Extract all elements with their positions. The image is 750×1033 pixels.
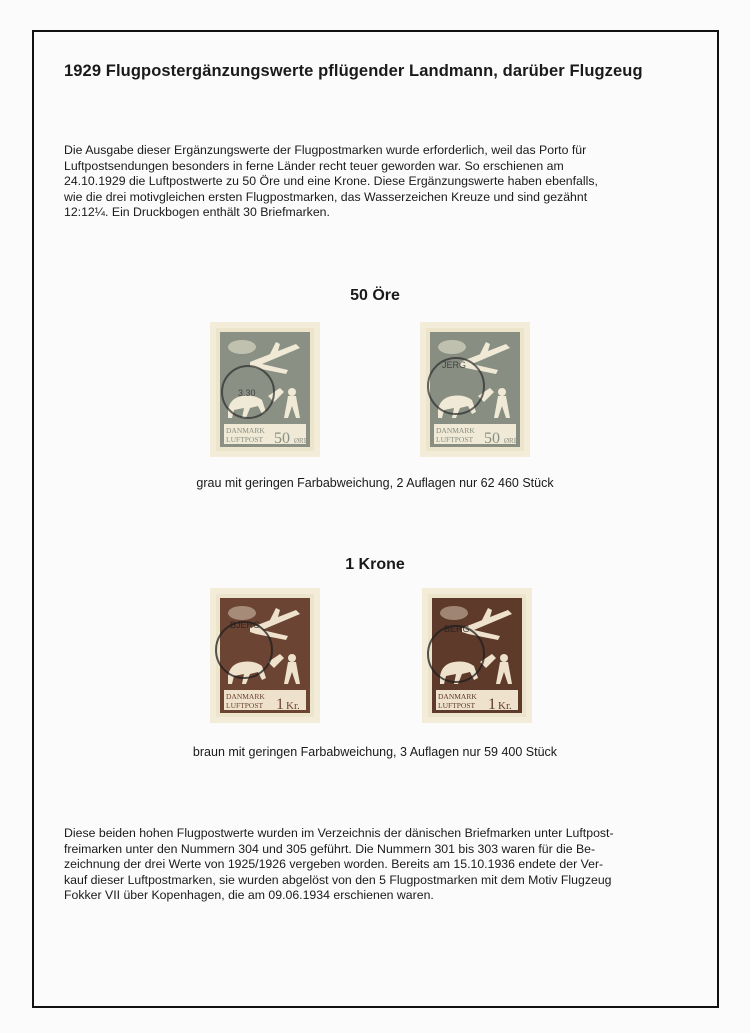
intro-line: 12:12¼. Ein Druckbogen enthält 30 Briefmarken. xyxy=(64,205,330,219)
stamp-value: 50 xyxy=(484,430,500,447)
stamp-country: DANMARK xyxy=(226,426,265,435)
stamp-image xyxy=(210,322,320,457)
stamp-service: LUFTPOST xyxy=(438,701,476,710)
outro-line: kauf dieser Luftpostmarken, sie wurden abgelöst von den 5 Flugpostmarken mit dem Motiv Flugzeug xyxy=(64,872,612,887)
intro-paragraph xyxy=(64,143,688,221)
section-heading-50-ore: 50 Öre xyxy=(350,287,400,304)
outro-line: freimarken unter den Nummern 304 und 305 geführt. Die Nummern 301 bis 303 waren für die Be- xyxy=(64,841,596,856)
stamp-value: 1 xyxy=(488,696,496,713)
stamp-country: DANMARK xyxy=(436,426,475,435)
intro-line: 24.10.1929 die Luftpostwerte zu 50 Öre und eine Krone. Diese Ergänzungswerte haben ebenfalls, xyxy=(64,174,598,188)
intro-line: Luftpostsendungen besonders in ferne Länder recht teuer geworden war. So erschienen am xyxy=(64,158,564,173)
caption-50-ore: grau mit geringen Farbabweichung, 2 Auflagen nur 62 460 Stück xyxy=(196,476,554,490)
outro-line: zeichnung der drei Werte von 1925/1926 vergeben worden. Bereits am 15.10.1936 endete der Ver- xyxy=(64,857,604,871)
stamp-value: 50 xyxy=(274,430,290,447)
page-title: 1929 Flugpostergänzungswerte pflügender Landmann, darüber Flugzeug xyxy=(64,62,643,80)
caption-1-krone: braun mit geringen Farbabweichung, 3 Auflagen nur 59 400 Stück xyxy=(192,745,558,759)
intro-line: wie die drei motivgleichen ersten Flugpostmarken, das Wasserzeichen Kreuze und sind gezähnt xyxy=(64,189,588,204)
stamp-service: LUFTPOST xyxy=(226,701,264,710)
stamp-image xyxy=(422,588,532,723)
stamp-unit: ØRE xyxy=(504,437,518,445)
postmark-text: BERG xyxy=(444,624,470,634)
outro-line: Fokker VII über Kopenhagen, die am 09.06.1934 erschienen waren. xyxy=(64,888,434,902)
stamp-service: LUFTPOST xyxy=(436,435,474,444)
outro-line: Diese beiden hohen Flugpostwerte wurden im Verzeichnis der dänischen Briefmarken unter Luftpost- xyxy=(64,826,614,840)
postmark-text: JERG xyxy=(442,360,467,370)
stamp-unit: Kr. xyxy=(498,700,512,712)
stamp-unit: ØRE xyxy=(294,437,308,445)
stamp-service: LUFTPOST xyxy=(226,435,264,444)
intro-line: Die Ausgabe dieser Ergänzungswerte der Flugpostmarken wurde erforderlich, weil das Porto für xyxy=(64,143,587,157)
section-heading-1-krone: 1 Krone xyxy=(345,556,405,573)
stamp-unit: Kr. xyxy=(286,700,300,712)
stamp-50-ore-2 xyxy=(420,322,530,457)
outro-paragraph xyxy=(64,826,688,904)
stamp-country: DANMARK xyxy=(438,692,477,701)
postmark-text: 3.30 xyxy=(238,388,256,398)
stamp-1-krone-2 xyxy=(422,588,532,723)
postmark-text: BJERG xyxy=(230,620,261,630)
stamp-value: 1 xyxy=(276,696,284,713)
stamp-image xyxy=(210,588,320,723)
stamp-country: DANMARK xyxy=(226,692,265,701)
stamp-1-krone-1 xyxy=(210,588,320,723)
stamp-50-ore-1 xyxy=(210,322,320,457)
stamp-image xyxy=(420,322,530,457)
